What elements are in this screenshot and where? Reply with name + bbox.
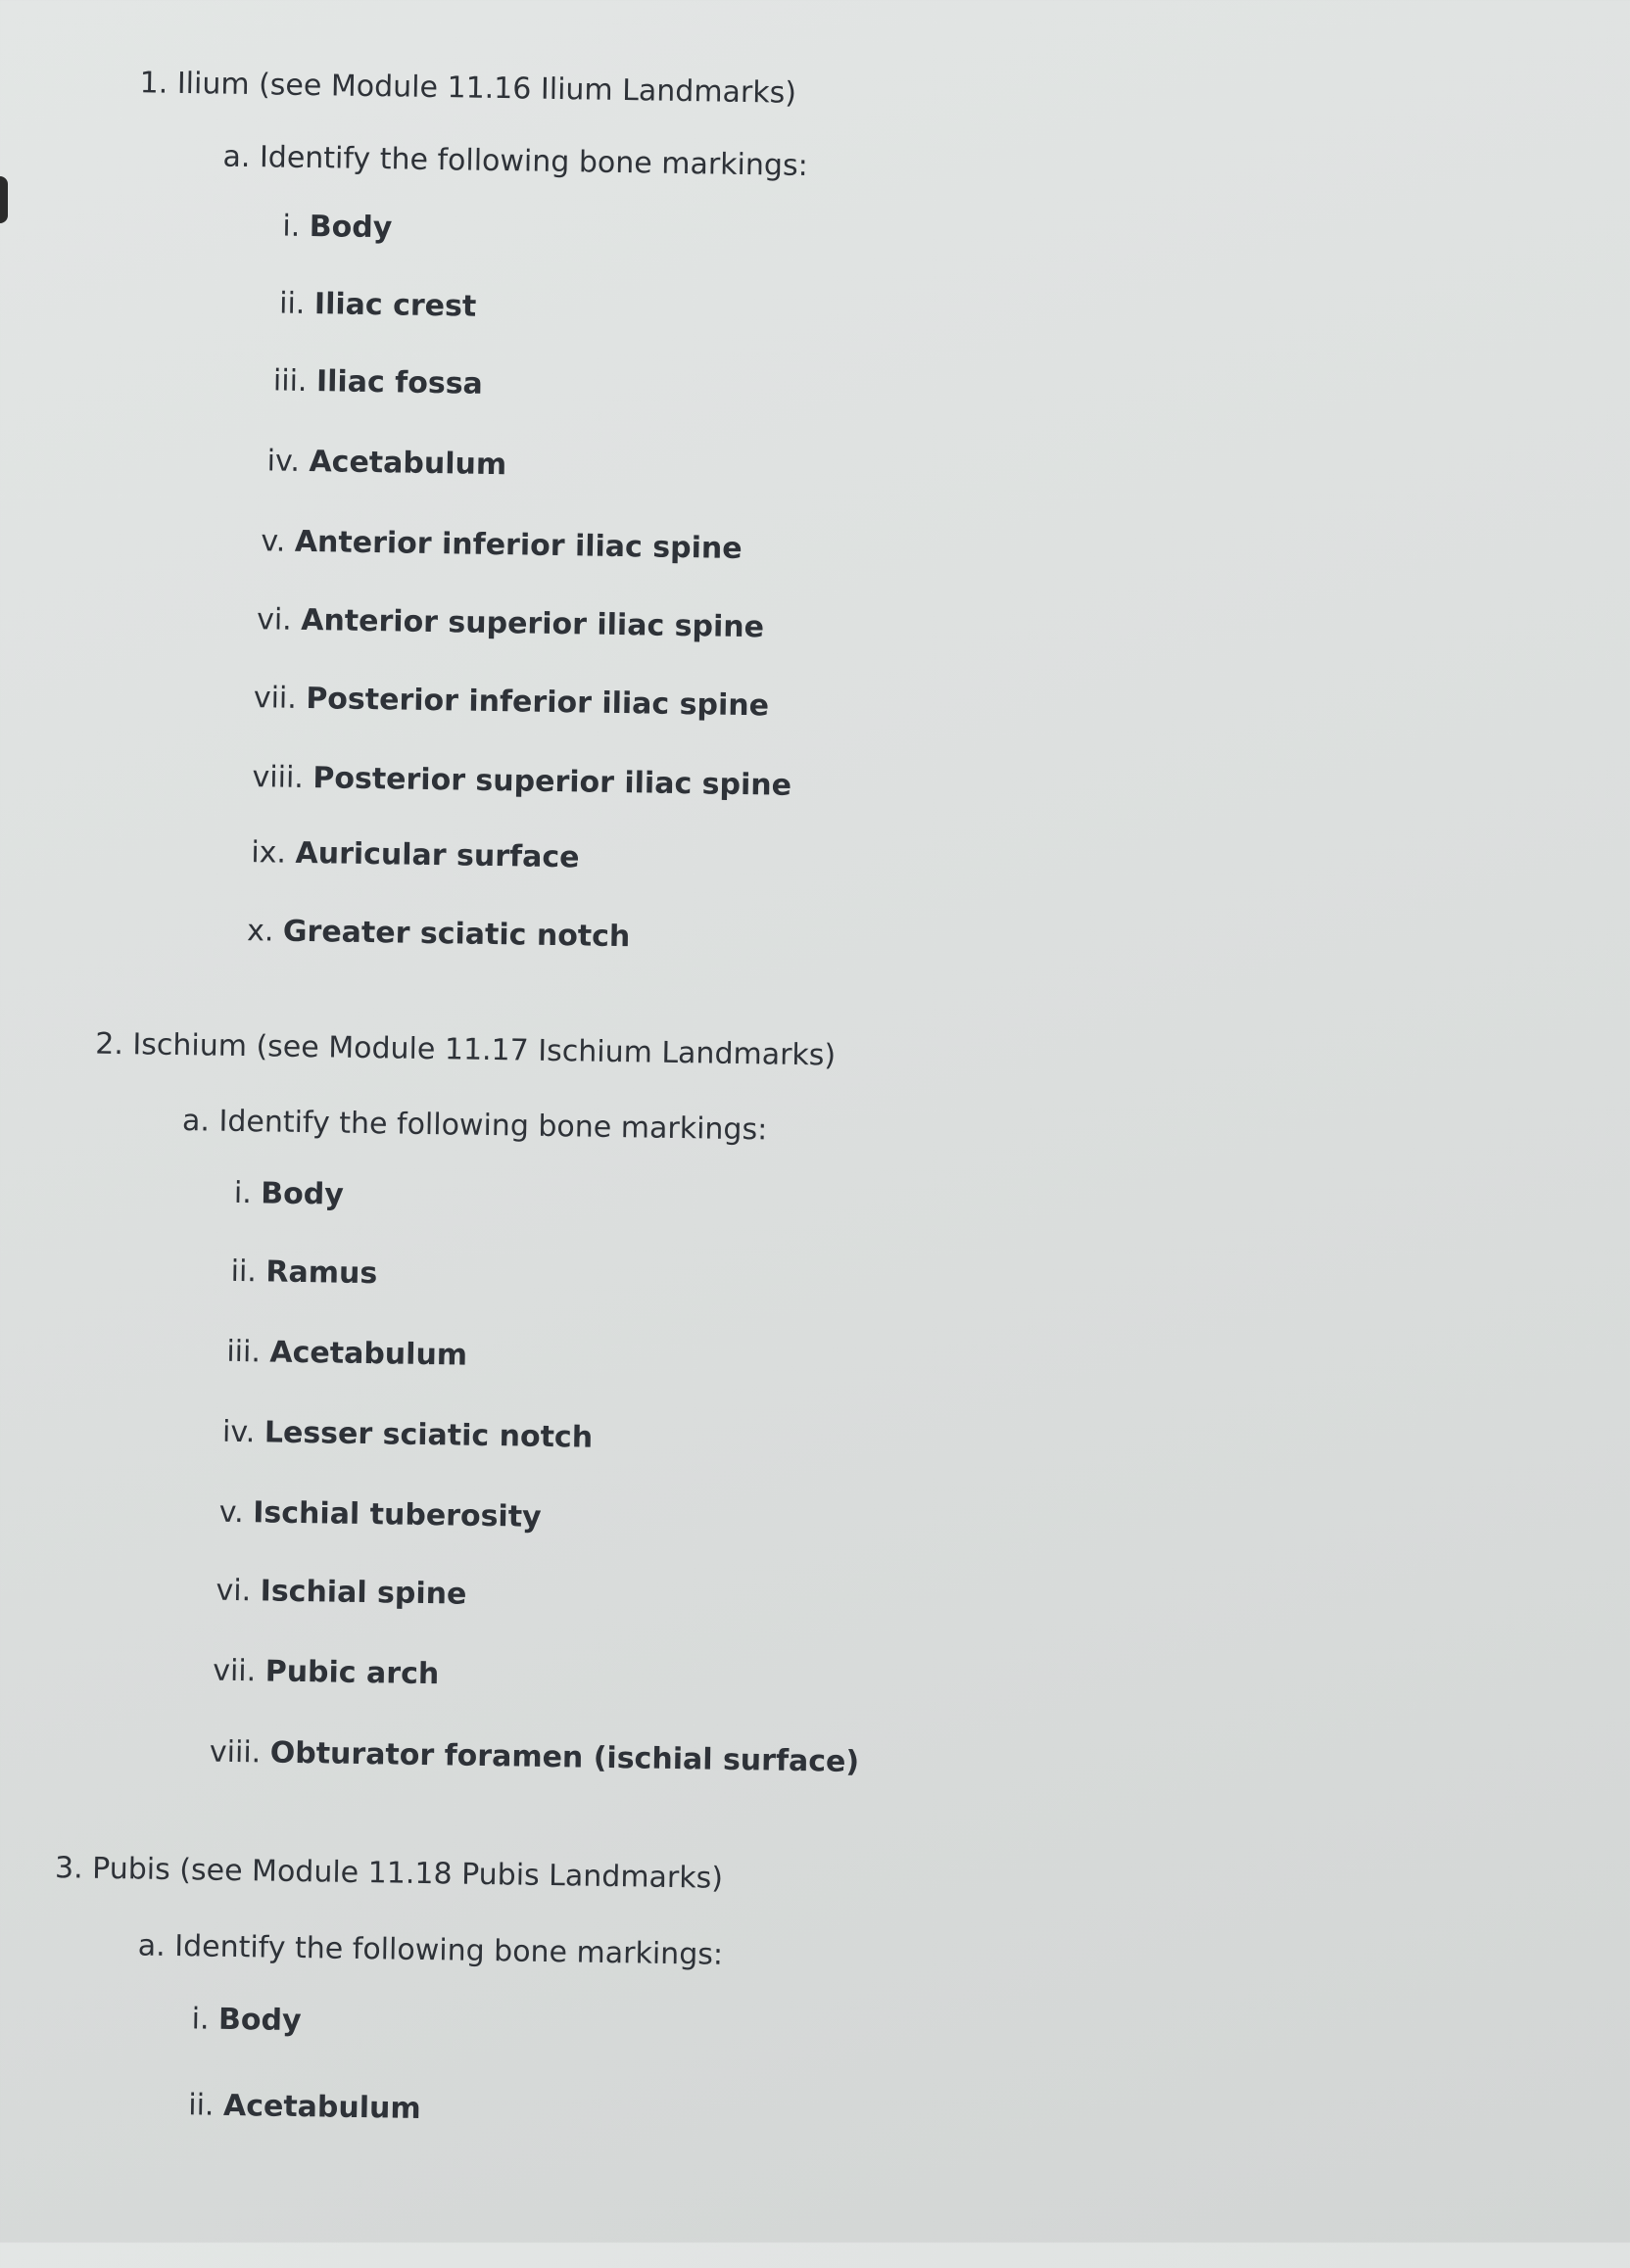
list-item	[212, 1653, 440, 1692]
list-item	[278, 286, 477, 324]
list-item-label: Lesser sciatic notch	[264, 1415, 594, 1455]
list-item	[230, 1253, 378, 1292]
section-prompt-ilium: a. Identify the following bone markings:	[222, 139, 808, 183]
list-item-number: ii.	[278, 286, 306, 321]
list-item-number: x.	[246, 914, 274, 949]
list-item-number: iii.	[226, 1334, 262, 1370]
list-item-number: viii.	[209, 1734, 262, 1771]
section-prompt-pubis: a. Identify the following bone markings:	[137, 1928, 724, 1972]
list-item-label: Greater sciatic notch	[282, 914, 631, 955]
list-item	[253, 681, 770, 724]
list-item	[252, 760, 792, 803]
list-item-label: Body	[309, 209, 393, 246]
list-item-label: Acetabulum	[222, 2088, 421, 2127]
list-item-label: Acetabulum	[309, 445, 507, 483]
list-item-number: vii.	[253, 681, 298, 716]
list-item	[233, 1175, 345, 1212]
list-item	[282, 209, 393, 246]
list-item	[261, 524, 743, 566]
list-item-number: viii.	[252, 760, 305, 795]
list-item-label: Body	[261, 1176, 345, 1212]
list-item-number: ii.	[230, 1253, 258, 1290]
section-prompt-ischium: a. Identify the following bone markings:	[181, 1104, 768, 1148]
list-item	[272, 363, 484, 402]
list-item-number: vi.	[256, 602, 292, 638]
list-item-label: Auricular surface	[295, 835, 580, 875]
list-item-label: Iliac fossa	[315, 364, 484, 402]
list-item	[216, 1573, 467, 1612]
list-item-label: Anterior superior iliac spine	[300, 602, 765, 645]
list-item-number: iv.	[266, 444, 301, 479]
list-item	[256, 602, 765, 645]
list-item-label: Anterior inferior iliac spine	[294, 524, 743, 566]
list-item-number: ii.	[187, 2088, 215, 2123]
list-item	[246, 914, 631, 955]
list-item-label: Obturator foramen (ischial surface)	[269, 1735, 860, 1779]
section-heading-ilium: 1. Ilium (see Module 11.16 Ilium Landmarks)	[139, 66, 797, 111]
section-heading-ischium: 2. Ischium (see Module 11.17 Ischium Landmarks)	[94, 1026, 837, 1073]
list-item-label: Body	[217, 2002, 302, 2039]
list-item-number: i.	[233, 1175, 253, 1211]
list-item-label: Iliac crest	[313, 287, 477, 324]
list-item	[187, 2088, 421, 2127]
list-item-number: vi.	[216, 1573, 252, 1609]
list-item	[191, 2002, 302, 2039]
list-item	[251, 835, 580, 875]
list-item-number: ix.	[251, 835, 287, 871]
list-item-number: v.	[218, 1494, 245, 1531]
list-item-label: Acetabulum	[269, 1335, 468, 1373]
list-item-number: iii.	[272, 363, 308, 399]
list-item-number: i.	[191, 2002, 210, 2037]
list-item	[221, 1414, 594, 1455]
list-item-label: Pubic arch	[264, 1654, 440, 1692]
section-heading-pubis: 3. Pubis (see Module 11.18 Pubis Landmarks)	[54, 1851, 724, 1896]
list-item-label: Posterior superior iliac spine	[312, 761, 792, 803]
list-item-number: v.	[261, 524, 286, 559]
list-item-label: Ischial spine	[260, 1574, 467, 1612]
list-item	[209, 1734, 860, 1779]
list-item-label: Ischial tuberosity	[253, 1495, 542, 1535]
list-item-number: iv.	[221, 1414, 256, 1450]
list-item-number: vii.	[212, 1653, 257, 1689]
list-item	[218, 1494, 542, 1535]
list-item	[226, 1334, 468, 1373]
list-item-label: Ramus	[265, 1254, 378, 1292]
list-item-label: Posterior inferior iliac spine	[306, 681, 770, 724]
list-item	[266, 444, 507, 483]
list-item-number: i.	[282, 209, 301, 244]
